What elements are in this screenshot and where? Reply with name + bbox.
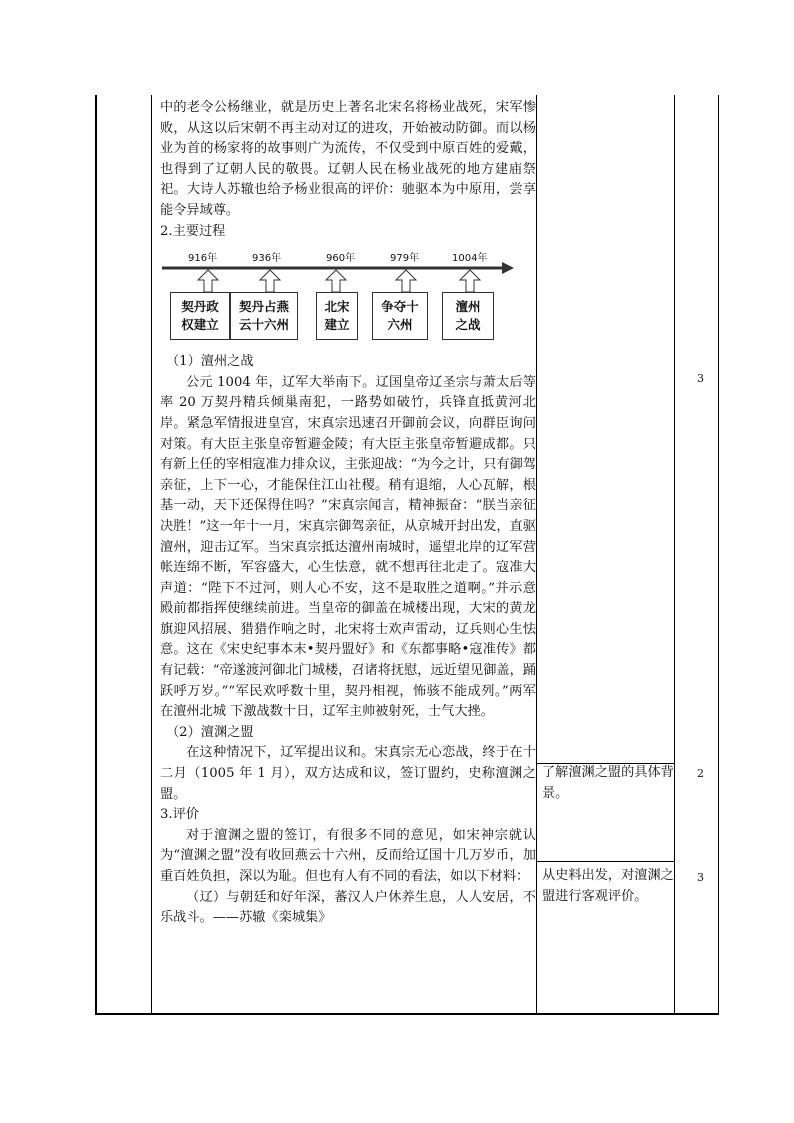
- section-title: 3.评价: [160, 807, 199, 823]
- timeline-event-box: [442, 292, 494, 340]
- subsection-title: （1）澶州之战: [166, 354, 254, 370]
- table-col-divider-3: [674, 95, 675, 1013]
- event-line: 云十六州: [238, 317, 289, 333]
- minutes-value: 2: [697, 767, 704, 780]
- event-line: 六州: [387, 317, 413, 333]
- minutes-value: 3: [697, 871, 704, 884]
- lesson-content-cell: [160, 98, 536, 929]
- event-line: 之战: [455, 317, 481, 333]
- timeline-event-box: [316, 292, 358, 340]
- timeline-event-box: [230, 292, 298, 340]
- section-title: 2.主要过程: [160, 223, 226, 239]
- timeline-year: 960年: [326, 253, 356, 265]
- timeline-event-box: [170, 292, 230, 340]
- timeline-year: 979年: [390, 253, 420, 265]
- table-col-divider-2: [536, 95, 537, 1013]
- body-paragraph: 在这种情况下，辽军提出议和。宋真宗无心恋战，终于在十二月（1005 年 1 月），双方达成和议，签订盟约，史称澶渊之盟。: [160, 745, 536, 802]
- purpose-text: 了解澶渊之盟的具体背景。: [542, 765, 674, 801]
- timeline-year: 1004年: [452, 253, 488, 265]
- timeline-year: 936年: [252, 253, 282, 265]
- event-line: 北宋: [324, 299, 350, 315]
- event-line: 澶州: [455, 299, 481, 315]
- lesson-table: [95, 95, 719, 1015]
- body-paragraph: 对于澶渊之盟的签订，有很多不同的意见，如宋神宗就认为“澶渊之盟”没有收回燕云十六州，反而给辽国十几万岁币，加重百姓负担，深以为耻。但也有人有不同的看法，如以下材料：: [160, 827, 536, 884]
- minutes-value: 3: [697, 372, 704, 385]
- timeline-event-box: [372, 292, 428, 340]
- purpose-text: 从史料出发，对澶渊之盟进行客观评价。: [542, 868, 674, 904]
- subsection-title: （2）澶渊之盟: [166, 724, 254, 740]
- timeline-diagram: [160, 246, 536, 346]
- event-line: 建立: [324, 317, 350, 333]
- event-line: 争夺十: [381, 299, 419, 315]
- body-paragraph: 公元 1004 年，辽军大举南下。辽国皇帝辽圣宗与萧太后等率 20 万契丹精兵倾巢南犯，一路势如破竹，兵锋直抵黄河北岸。紧急军情报进皇宫，宋真宗迅速召开御前会议，向群臣询问对策。有大臣主张皇帝暂避金陵；有大臣主张皇帝暂避成都。只有新上任的宰相寇准力排众议，主张迎战：“为今之计，只有御驾亲征，上下一心，才能保住江山社稷。稍有退缩，人心瓦解，根基一动，天下还保得住吗？”宋真宗闻言，精神振奋：“朕当亲征决胜！”这一年十一月，宋真宗御驾亲征，从京城开封出发，直驱澶州，迎击辽军。当宋真宗抵达澶州南城时，遥望北岸的辽军营帐连绵不断，军容盛大，心生怯意，就不想再往北走了。寇准大声道：“陛下不过河，则人心不安，这不是取胜之道啊。”并示意殿前都指挥使继续前进。当皇帝的御盖在城楼出现，大宋的黄龙旗迎风招展、猎猎作响之时，北宋将士欢声雷动，辽兵则心生怯意。这在《宋史纪事本末•契丹盟好》和《东都事略•寇准传》都有记载：“帝遂渡河御北门城楼，召诸将抚慰，远近望见御盖，踊跃呼万岁。”“军民欢呼数十里，契丹相视，怖骇不能成列。”两军在澶州北城 下激战数十日，辽军主帅被射死，士气大挫。: [160, 374, 536, 720]
- event-line: 权建立: [181, 317, 219, 333]
- event-line: 契丹占燕: [238, 299, 289, 315]
- table-row-divider: [536, 861, 674, 862]
- intro-paragraph: 中的老令公杨继业，就是历史上著名北宋名将杨业战死，宋军惨败，从这以后宋朝不再主动对辽的进攻，开始被动防御。而以杨业为首的杨家将的故事则广为流传，不仅受到中原百姓的爱戴，也得到了辽朝人民的敬畏。辽朝人民在杨业战死的地方建庙祭祀。大诗人苏辙也给予杨业很高的评价：驰驱本为中原用，尝享能令异域尊。: [160, 100, 536, 218]
- quote-paragraph: （辽）与朝廷和好年深，蕃汉人户休养生息，人人安居，不乐战斗。——苏辙《栾城集》: [160, 889, 536, 926]
- timeline-year: 916年: [188, 253, 218, 265]
- table-col-divider-1: [151, 95, 152, 1013]
- event-line: 契丹政: [181, 299, 219, 315]
